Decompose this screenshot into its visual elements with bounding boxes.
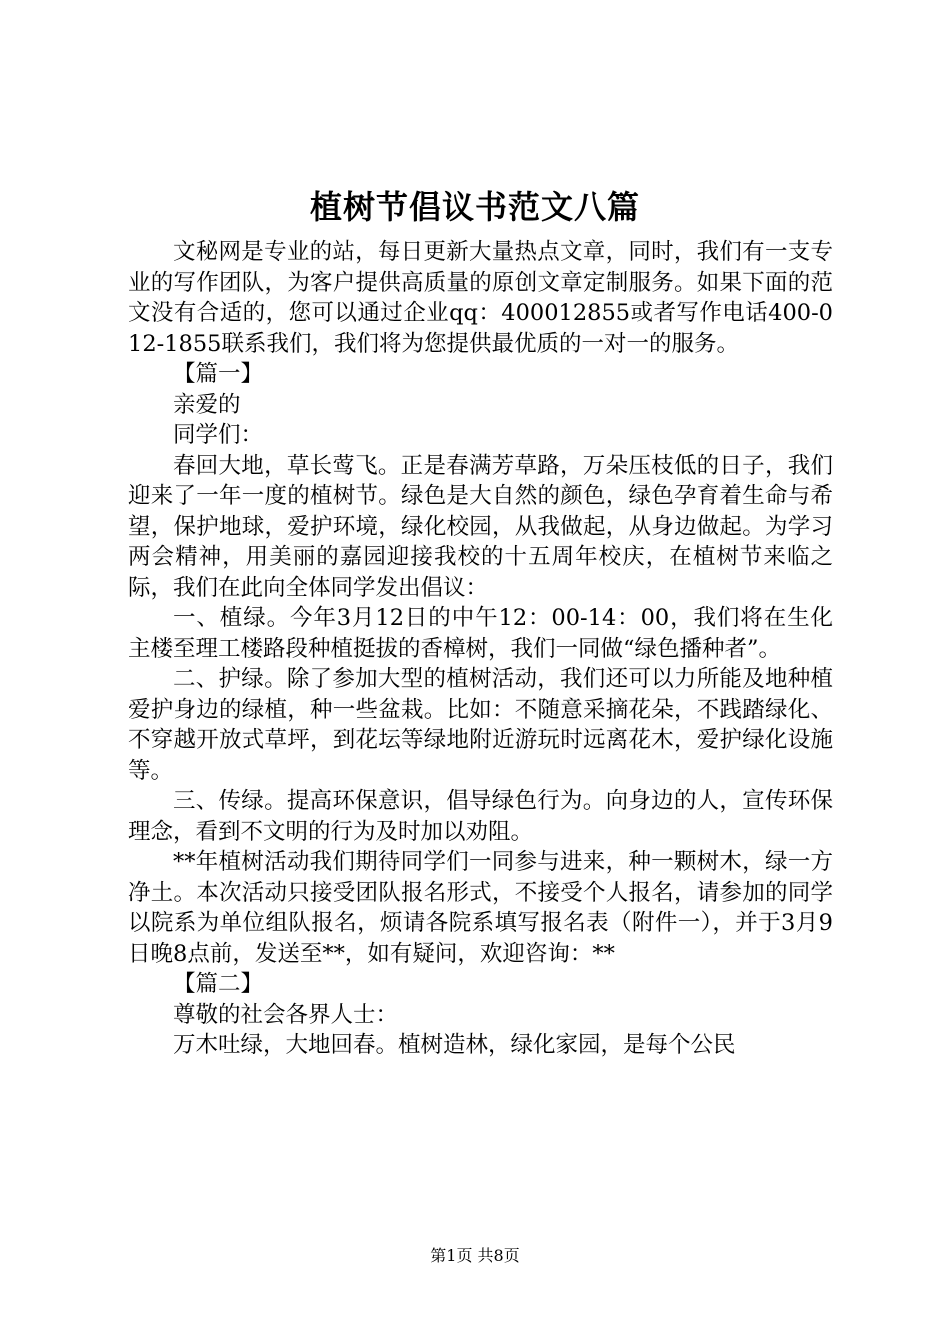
body-paragraph: **年植树活动我们期待同学们一同参与进来，种一颗树木，绿一方净土。本次活动只接受团队报名形式，不接受个人报名，请参加的同学以院系为单位组队报名，烦请各院系填写报名表（附件一），并于3月9日晚8点前，发送至**，如有疑问，欢迎咨询：** [128, 849, 833, 967]
document-body [128, 237, 833, 1061]
body-paragraph: 二、护绿。除了参加大型的植树活动，我们还可以力所能及地种植爱护身边的绿植，种一些盆栽。比如：不随意采摘花朵，不践踏绿化、不穿越开放式草坪，到花坛等绿地附近游玩时远离花木，爱护绿化设施等。 [128, 666, 833, 784]
body-paragraph: 一、植绿。今年3月12日的中午12：00-14：00，我们将在生化主楼至理工楼路段种植挺拔的香樟树，我们一同做“绿色播种者”。 [128, 605, 833, 662]
salutation-line: 尊敬的社会各界人士： [173, 1001, 399, 1028]
salutation-line-1: 亲爱的 [173, 391, 241, 418]
body-paragraph: 万木吐绿，大地回春。植树造林，绿化家园，是每个公民 [173, 1032, 736, 1058]
page-footer: 第1页 共8页 [430, 1246, 520, 1265]
body-paragraph: 春回大地，草长莺飞。正是春满芳草路，万朵压枝低的日子，我们迎来了一年一度的植树节。绿色是大自然的颜色，绿色孕育着生命与希望，保护地球，爱护环境，绿化校园，从我做起，从身边做起。为学习两会精神，用美丽的嘉园迎接我校的十五周年校庆，在植树节来临之际，我们在此向全体同学发出倡议： [128, 452, 833, 601]
salutation-line-2: 同学们： [173, 422, 264, 448]
section-heading-1: 【篇一】 [173, 361, 264, 387]
section-heading-2: 【篇二】 [173, 971, 264, 997]
intro-paragraph: 文秘网是专业的站，每日更新大量热点文章，同时，我们有一支专业的写作团队，为客户提供高质量的原创文章定制服务。如果下面的范文没有合适的，您可以通过企业qq：400012855或者写作电话400-012-1855联系我们，我们将为您提供最优质的一对一的服务。 [128, 239, 833, 357]
body-paragraph: 三、传绿。提高环保意识，倡导绿色行为。向身边的人，宣传环保理念，看到不文明的行为及时加以劝阻。 [128, 788, 833, 845]
document-title: 植树节倡议书范文八篇 [309, 188, 640, 226]
